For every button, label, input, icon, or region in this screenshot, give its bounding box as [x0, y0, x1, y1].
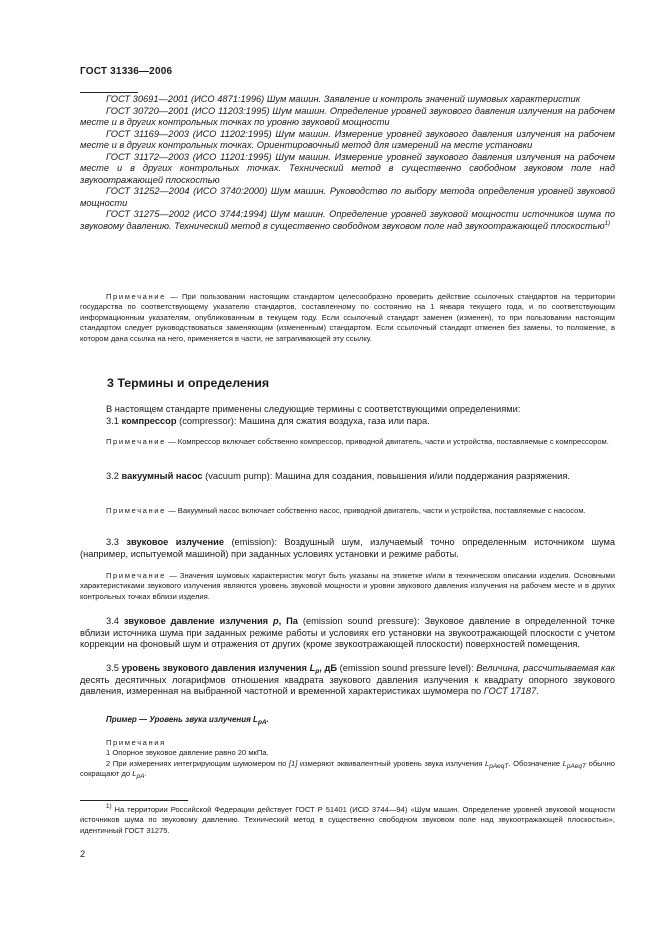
term-3-3-note: Примечание — Значения шумовых характеристик могут быть указаны на этикетке и/или в техническом описании изделия. Основными характеристиками звукового излучения являются уровень звуковой мощности и уровни звукового давления излучения на рабочем месте и в других контрольных точках вблизи изделия. — [80, 571, 615, 601]
header-rule — [80, 92, 138, 93]
term-symbol: L — [309, 663, 316, 673]
page-number: 2 — [80, 849, 86, 859]
reference-item: ГОСТ 31169—2003 (ИСО 11202:1995) Шум машин. Измерение уровней звукового давления излучения на рабочем месте и в других контрольных точках. Ориентировочный метод для измерений на месте установки — [80, 128, 615, 151]
note-text: При пользовании настоящим стандартом целесообразно проверить действие ссылочных стандартов на территории государства по соответствующему указателю стандартов, составленному по состоянию на 1 января текущего года, и по соответствующим информационным указателям, опубликованным в текущем году. Если ссылочный стандарт заменен (изменен), то при пользовании настоящим стандартом следует руководствоваться заменяющим (измененным) стандартом. Если ссылочный стандарт отменен без замены, то положение, в котором дана ссылка на него, применяется в части, не затрагивающей эту ссылку. — [80, 292, 615, 343]
note-item: 2 При измерениях интегрирующим шумомером по [1] измеряют эквивалентный уровень звука излучения $L_{pAeqT}$. Обозначение $L_{pAeqT}$ обычно сокращают до $L_{pA}$. — [80, 758, 615, 781]
footnote-ref[interactable]: 1) — [604, 220, 611, 228]
term-definition: Воздушный шум, излучаемый точно определенным источником шума (например, испытуемой машиной) при заданных условиях установки и режиме работы. — [80, 537, 616, 559]
term-3-1-note: Примечание — Компрессор включает собственно компрессор, приводной двигатель, части и устройства, поставляемые с компрессором. — [106, 437, 609, 446]
term-3-3: 3.3 звуковое излучение (emission): Воздушный шум, излучаемый точно определенным источником шума (например, испытуемой машиной) при заданных условиях установки и режиме работы. — [80, 537, 616, 559]
footnote-rule — [80, 800, 188, 801]
bibliography-reference[interactable]: [1] — [288, 758, 298, 768]
term-definition: Машина для сжатия воздуха, газа или пара. — [239, 415, 430, 426]
note-item: 1 Опорное звуковое давление равно 20 мкПа. — [106, 748, 269, 758]
document-header: ГОСТ 31336—2006 — [80, 66, 173, 77]
term-name: звуковое излучение — [126, 537, 224, 547]
term-name: компрессор — [121, 415, 177, 426]
footnote-mark: 1) — [106, 803, 112, 810]
note-label: Примечание — [106, 571, 166, 580]
standard-reference: ГОСТ 17187 — [483, 686, 537, 697]
notes-label: Примечания — [106, 738, 166, 747]
term-symbol: p — [272, 616, 279, 626]
section-intro: В настоящем стандарте применены следующие термины с соответствующими определениями: — [106, 404, 521, 414]
reference-item: ГОСТ 31252—2004 (ИСО 3740:2000) Шум машин. Руководство по выбору метода определения уровней звуковой мощности — [80, 186, 615, 208]
note-label: Примечание — [106, 506, 166, 515]
term-3-1: 3.1 компрессор (compressor): Машина для сжатия воздуха, газа или пара. — [106, 415, 430, 426]
footnote-text: На территории Российской Федерации действует ГОСТ Р 51401 (ИСО 3744—94) «Шум машин. Определение уровней звуковой мощности источников шума по звуковому давлению. Технический метод в существенно свободном звуковом поле над звукоотражающей плоскостью», идентичный ГОСТ 31275. — [80, 805, 615, 835]
term-definition: десять десятичных логарифмов отношения квадрата звукового давления излучения к квадрату опорного звукового давления, измеренная на выбранной частотной и временной характеристиках шумомера по — [80, 674, 615, 697]
reference-item: ГОСТ 30691—2001 (ИСО 4871:1996) Шум машин. Заявление и контроль значений шумовых характеристик — [106, 94, 581, 104]
term-3-2: 3.2 вакуумный насос (vacuum pump): Машина для создания, повышения и/или поддержания разряжения. — [106, 471, 570, 481]
term-definition: Звуковое давление в определенной точке вблизи источника шума при заданных режиме работы и условиях его установки на звукоотражающей плоскости с учетом коррекции на фоновый шум и отражения от других (кроме звукоотражающей плоскости) поверхностей помещения. — [80, 616, 615, 650]
term-3-5: 3.5 уровень звукового давления излучения $L_p$, дБ (emission sound pressure level): Величина, рассчитываемая как десять десятичных логарифмов отношения квадрата звукового давления излучения к квадрату опорного звукового давления, измеренная на выбранной частотной и временной характеристиках шумомера по ГОСТ 17187. — [80, 663, 615, 697]
note-label: Примечание — [106, 437, 166, 446]
term-definition: Машина для создания, повышения и/или поддержания разряжения. — [274, 471, 570, 481]
normative-references-list — [80, 94, 615, 233]
term-3-5-notes — [80, 738, 615, 780]
references-note: Примечание — При пользовании настоящим стандартом целесообразно проверить действие ссылочных стандартов на территории государства по соответствующему указателю стандартов, составленному по состоянию на 1 января текущего года, и по соответствующим информационным указателям, опубликованным в текущем году. Если ссылочный стандарт заменен (изменен), то при пользовании настоящим стандартом следует руководствоваться заменяющим (измененным) стандартом. Если ссылочный стандарт отменен без замены, то положение, в котором дана ссылка на него, применяется в части, не затрагивающей эту ссылку. — [80, 292, 615, 343]
term-name: уровень звукового давления излучения — [121, 663, 307, 673]
section-intro-block — [80, 404, 615, 427]
term-3-2-note: Примечание — Вакуумный насос включает собственно насос, приводной двигатель, части и устройства, поставляемые с насосом. — [106, 506, 586, 515]
term-name: звуковое давление излучения — [123, 616, 269, 626]
term-3-5-example: Пример — Уровень звука излучения $L_{pA}$. — [106, 715, 269, 726]
term-name: вакуумный насос — [121, 471, 203, 481]
note-label: Примечание — [106, 292, 166, 301]
reference-item: ГОСТ 31172—2003 (ИСО 11201:1995) Шум машин. Измерение уровней звукового давления излучения на рабочем месте и в других контрольных точках. Технический метод в существенно свободном звуковом поле над звукоотражающей плоскостью — [80, 151, 615, 185]
reference-item: ГОСТ 30720—2001 (ИСО 11203:1995) Шум машин. Определение уровней звукового давления излучения на рабочем месте и в других контрольных точках по уровню звуковой мощности — [80, 105, 615, 128]
section-title: 3 Термины и определения — [107, 376, 270, 390]
term-3-4: 3.4 звуковое давление излучения p, Па (emission sound pressure): Звуковое давление в определенной точке вблизи источника шума при заданных режиме работы и условиях его установки на звукоотражающей плоскости с учетом коррекции на фоновый шум и отражения от других (кроме звукоотражающей плоскости) поверхностей помещения. — [80, 616, 615, 650]
reference-text: ГОСТ 31275—2002 (ИСО 3744:1994) Шум машин. Определение уровней звуковой мощности источников шума по звуковому давлению. Технический метод в существенно свободном звуковом поле над звукоотражающей плоскостью — [80, 209, 615, 232]
reference-item — [80, 209, 615, 232]
footnote — [80, 805, 615, 836]
